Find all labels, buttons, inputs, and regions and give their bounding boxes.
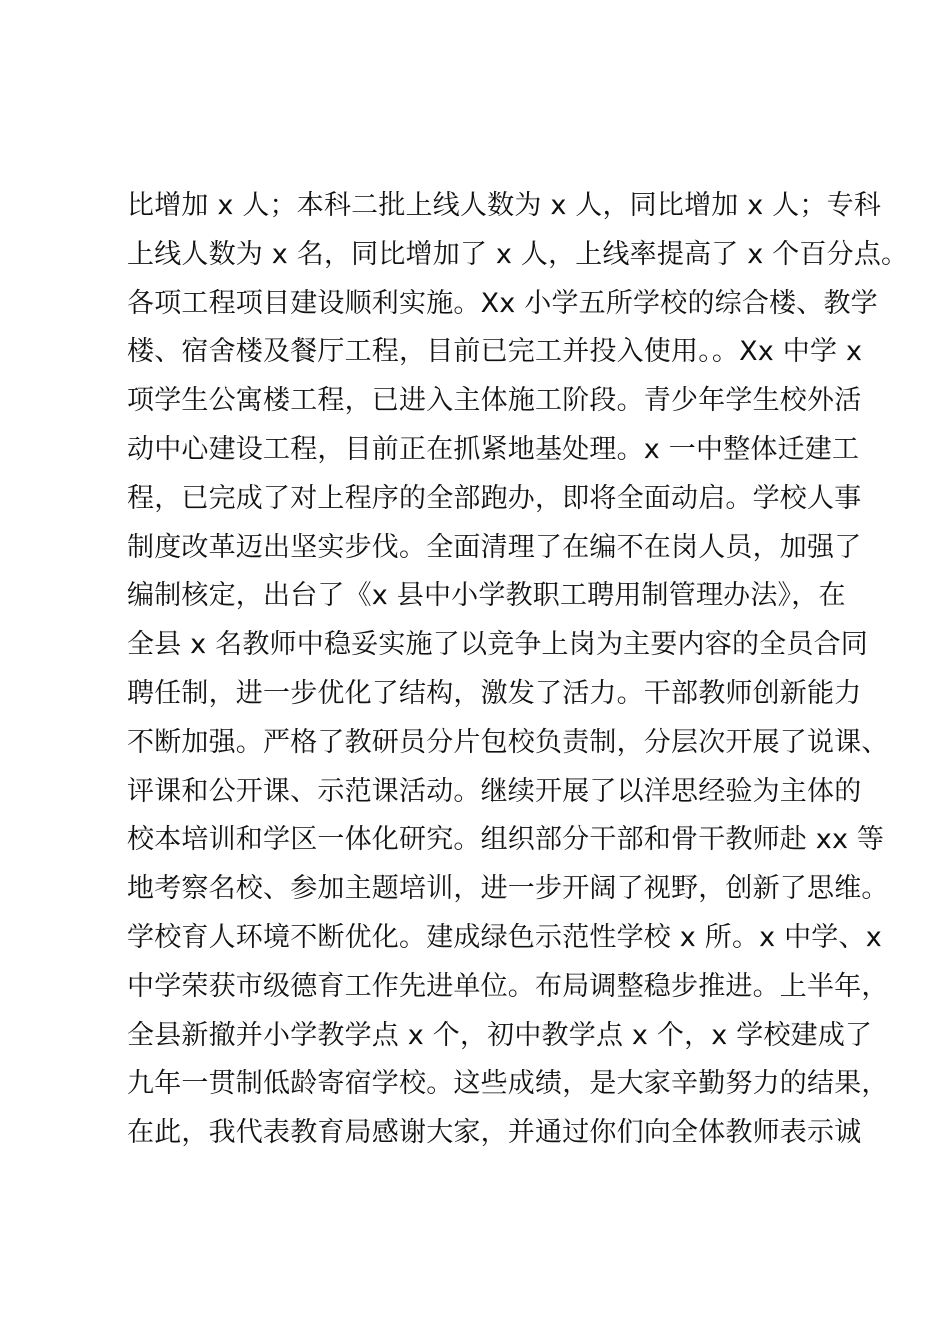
text-line: 九年一贯制低龄寄宿学校。这些成绩，是大家辛勤努力的结果，	[127, 1068, 889, 1100]
text-line: 聘任制，进一步优化了结构，激发了活力。干部教师创新能力	[127, 677, 862, 709]
text-line: 楼、宿舍楼及餐厅工程，目前已完工并投入使用。。Xx 中学 x	[127, 336, 863, 368]
text-line: 全县 x 名教师中稳妥实施了以竞争上岗为主要内容的全员合同	[127, 629, 868, 661]
body-paragraph	[127, 182, 909, 1158]
text-line: 全县新撤并小学教学点 x 个，初中教学点 x 个，x 学校建成了	[127, 1019, 873, 1051]
text-line: 制度改革迈出坚实步伐。全面清理了在编不在岗人员，加强了	[127, 531, 862, 563]
text-line: 编制核定，出台了《x 县中小学教职工聘用制管理办法》，在	[127, 580, 846, 612]
text-line: 校本培训和学区一体化研究。组织部分干部和骨干教师赴 xx 等	[127, 824, 885, 856]
text-line: 在此，我代表教育局感谢大家，并通过你们向全体教师表示诚	[127, 1117, 862, 1149]
text-line: 学校育人环境不断优化。建成绿色示范性学校 x 所。x 中学、x	[127, 921, 882, 953]
text-line: 动中心建设工程，目前正在抓紧地基处理。x 一中整体迁建工	[127, 433, 860, 465]
text-line: 项学生公寓楼工程，已进入主体施工阶段。青少年学生校外活	[127, 385, 862, 417]
text-line: 上线人数为 x 名，同比增加了 x 人，上线率提高了 x 个百分点。	[127, 238, 909, 270]
text-line: 评课和公开课、示范课活动。继续开展了以洋思经验为主体的	[127, 775, 862, 807]
text-line: 程，已完成了对上程序的全部跑办，即将全面动启。学校人事	[127, 482, 862, 514]
text-line: 不断加强。严格了教研员分片包校负责制，分层次开展了说课、	[127, 726, 889, 758]
text-line: 地考察名校、参加主题培训，进一步开阔了视野，创新了思维。	[127, 873, 889, 905]
text-line: 中学荣获市级德育工作先进单位。布局调整稳步推进。上半年，	[127, 970, 889, 1002]
text-line: 各项工程项目建设顺利实施。Xx 小学五所学校的综合楼、教学	[127, 287, 878, 319]
text-line: 比增加 x 人；本科二批上线人数为 x 人，同比增加 x 人；专科	[127, 190, 882, 221]
